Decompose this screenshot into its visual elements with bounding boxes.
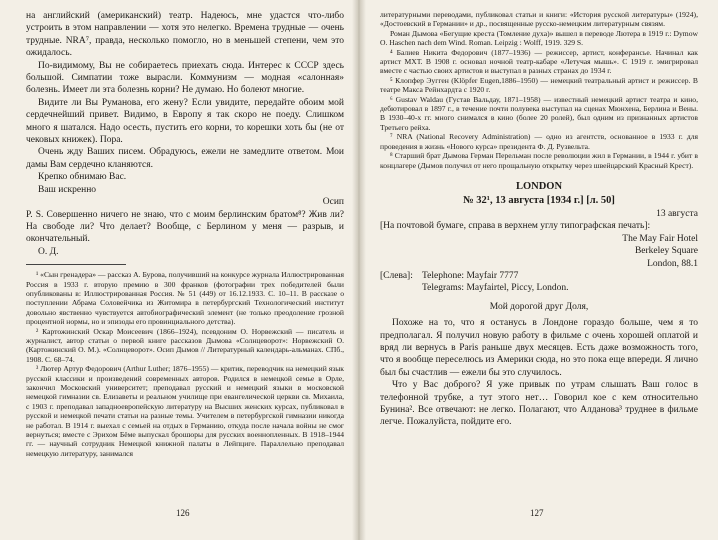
footnote-rule (26, 264, 126, 265)
right-footnotes (380, 10, 698, 170)
right-letter-body (380, 317, 698, 429)
left-paragraph: Очень жду Ваших писем. Обрадуюсь, ежели не замедлите ответом. Мои дамы Вам сердечно кланяются. (26, 147, 344, 170)
address-line: Berkeley Square (634, 246, 698, 257)
address-line: London, 88.1 (647, 258, 698, 269)
footnote: ⁸ Старший брат Дымова Герман Перельман после революции жил в Германии, в 1944 г. убит в концлагере (Дымов получил от него прощальную открытку через швейцарский Красный Крест). (380, 151, 698, 170)
right-page (364, 0, 718, 540)
left-paragraph: Видите ли Вы Руманова, его жену? Если увидите, передайте обоим мой сердечнейший привет. Видимо, в Европу я так скоро не поеду. Слишком много я шатался. Надо осесть, пустить его корни, то корешки хоть бы (не от чековых книжек). Пора. (26, 97, 344, 146)
footnote: Роман Дымова «Бегущие креста (Томление духа)» вышел в переводе Лютера в 1919 г.: Dymow O. Haschen nach dem Wind. Roman. Leipzig : Wolff, 1919. 329 S. (380, 28, 698, 48)
footnote: ⁵ Клопфер Эугген (Klöpfer Eugen,1886–1950) — немецкий театральный артист и режиссер. В театре Макса Рейнхардта с 1920 г. (380, 75, 698, 95)
telephone-row (380, 270, 698, 282)
footnote: ¹ «Сын гренадера» — рассказ А. Бурова, получивший на конкурсе журнала Иллюстрированная Россия в 1933 г. вторую премию в 300 франков (фотографии трех победителей были опубликованы в: Иллюстрированная Россия. № 51 (449) от 16.12.1933. С. 10–11. В рассказе о поступлении Абрама Соловейчика из Житомира в петербургский Технологический институт довольно явственно чувствуется автобиографический элемент (не только преодоление грозной процентной нормы, но и эпизоды его провинциального детства). (26, 270, 344, 327)
footnote: литературными переводами, публиковал статьи и книги: «История русской литературы» (1924), «Достоевский в Германии» и др., посвященные русско-немецким литературным связям. (380, 10, 698, 29)
left-page (0, 0, 356, 540)
footnote: ⁷ NRA (National Recovery Administration) — одно из агентств, основанное в 1933 г. для проведения в жизнь «Нового курса» президента Ф. Д. Рузвельта. (380, 132, 698, 151)
telegrams: Telegrams: Mayfairtel, Piccy, London. (422, 283, 569, 294)
greeting: Мой дорогой друг Доля, (489, 301, 589, 312)
left-footnotes (26, 270, 344, 458)
right-paragraph: Что у Вас доброго? Я уже привык по утрам слышать Ваш голос в телефонной трубке, а тут этого нет… Говорил кое с кем относительно Бунина². Все отвечают: не легко. Полагают, что Алданова³ труднее в фильме легче. Пожалуйста, пойдите его. (380, 380, 698, 428)
city-heading: LONDON (515, 180, 563, 192)
footnote: ² Картожинский Оскар Моисеевич (1866–1924), псевдоним О. Норвежский — писатель и журналист, автор статьи о первой книге рассказов Дымова «Солнцеворот»: Норвежский О. (Картожинский О. М.). «Солнцеворот». Осип Дымов // Литературный календарь-альманах. СПб., 1908. С. 68–74. (26, 326, 344, 364)
telegrams-row (380, 282, 698, 294)
initials: О. Д. (38, 246, 59, 257)
page-number: 127 (530, 508, 544, 518)
address-line: The May Fair Hotel (622, 233, 698, 244)
left-label: [Слева]: (380, 270, 413, 281)
letter-heading: № 32¹, 13 августа [1934 г.] [л. 50] (463, 194, 615, 206)
date-line: 13 августа (656, 208, 698, 219)
left-letter-body (26, 10, 344, 258)
left-paragraph: По-видимому, Вы не собираетесь приехать сюда. Интерес к СССР здесь большой. Симпатии тоже вырасли. Коммунизм — модная «салонная» болезнь. Имеет ли эта болезнь корни? Не думаю. Но болеют многие. (26, 60, 344, 96)
telephone: Telephone: Mayfair 7777 (422, 270, 519, 281)
page-number: 126 (176, 508, 190, 518)
signoff-line: Ваш искренно (38, 184, 97, 195)
right-paragraph: Похоже на то, что я останусь в Лондоне гораздо больше, чем я то предполагал. Я получил новую работу в фильме с очень хорошей оплатой и вряд ли вернусь в Paris раньше двух месяцев. Есть даже возможность того, что я вообще переселюсь из Америки сюда, но это пока еще впереди. Я лично был бы счастлив — ежели бы это случилось. (380, 318, 698, 378)
postscript: P. S. Совершенно ничего не знаю, что с моим берлинским братом⁸? Жив ли? На свободе ли? Что делает? Вообще, с Берлином у меня — разрыв, и окончательный. (26, 209, 344, 245)
signature: Осип (322, 197, 344, 208)
footnote: ³ Лютер Артур Федорович (Arthur Luther; 1876–1955) — критик, переводчик на немецкий язык русской классики и произведений современных авторов. Родился в немецкой семье в Орле, закончил Московский университет; преподавал русский и немецкий языки в московской немецкой гимназии св. Елизаветы и реальном училище при евангелической церкви св. Михаила, с 1903 г. преподавал западноевропейскую литературу на Высших женских курсах, публиковал в русской и немецкой печати статьи на разные темы. Учителем в петербургской гимназии никогда не работал. В 1914 г. выехал с семьей на отдых в Германию, откуда после начала войны не смог вернуться; вместе с Эрихом Бёме выпускал брошюры для русских военнопленных. В 1918–1944 гг. — научный сотрудник Немецкой книжной палаты в Лейпциге. Параллельно преподавал немецкую литературу, занимался (26, 364, 344, 458)
bracket-note: [На почтовой бумаге, справа в верхнем углу типографская печать]: (380, 221, 651, 232)
left-paragraph: на английский (американский) театр. Надеюсь, мне удастся что-либо устроить в этом направлении — хотя это нелегко. Времена трудные — очень трудные. NRA⁷, правда, несколько помогло, но в меньшей степени, чем это ожидалось. (26, 11, 344, 59)
signoff-line: Крепко обнимаю Вас. (38, 172, 127, 183)
footnote: ⁴ Балиев Никита Федорович (1877–1936) — режиссер, артист, конферансье. Начинал как артист МХТ. В 1908 г. основал ночной театр-кабаре «Летучая мышь». С 1919 г. эмигрировал вместе с частью своих артистов и выступал в разных странах до 1934 г. (380, 47, 698, 76)
footnote: ⁶ Gustav Waldau (Густав Вальдау, 1871–1958) — известный немецкий артист театра и кино, дебютировал в 1897 г., в течение почти полувека выступал на сценах Мюнхена, Берлина и Вены. В 1930–40-х гг. много снимался в кино (более 20 ролей), был одним из признанных артистов Третьего рейха. (380, 94, 698, 132)
